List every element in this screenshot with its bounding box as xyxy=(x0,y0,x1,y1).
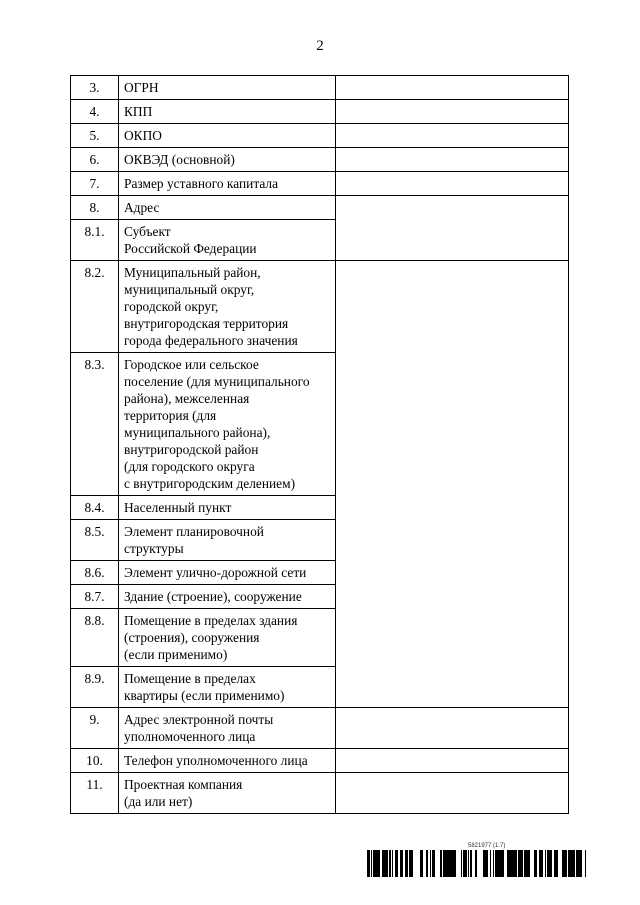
row-label: Элемент улично-дорожной сети xyxy=(119,561,336,585)
value-cell[interactable] xyxy=(336,100,569,124)
table-row xyxy=(71,196,569,220)
value-cell[interactable] xyxy=(336,773,569,814)
row-label: Телефон уполномоченного лица xyxy=(119,749,336,773)
row-label: Городское или сельское поселение (для муниципального района), межселенная территория (для муниципального района), внутригородской район (для городского округа с внутригородским делением) xyxy=(119,353,336,496)
barcode-caption: 5821977 (1.7) xyxy=(468,843,506,849)
row-number: 3. xyxy=(71,76,119,100)
table-row xyxy=(71,148,569,172)
value-cell[interactable] xyxy=(336,172,569,196)
row-number: 10. xyxy=(71,749,119,773)
row-label: Адрес электронной почты уполномоченного лица xyxy=(119,708,336,749)
page-number: 2 xyxy=(316,38,324,54)
value-cell[interactable] xyxy=(336,124,569,148)
row-label: Населенный пункт xyxy=(119,496,336,520)
row-number: 6. xyxy=(71,148,119,172)
row-label: Здание (строение), сооружение xyxy=(119,585,336,609)
row-number: 4. xyxy=(71,100,119,124)
form-table xyxy=(70,75,569,814)
table-row xyxy=(71,708,569,749)
barcode-icon xyxy=(367,850,589,877)
row-number: 8. xyxy=(71,196,119,220)
row-label: Адрес xyxy=(119,196,336,220)
table-row xyxy=(71,100,569,124)
row-number: 8.4. xyxy=(71,496,119,520)
row-number: 5. xyxy=(71,124,119,148)
row-number: 9. xyxy=(71,708,119,749)
value-cell-address-region[interactable] xyxy=(336,196,569,261)
value-cell[interactable] xyxy=(336,148,569,172)
row-number: 8.2. xyxy=(71,261,119,353)
value-cell[interactable] xyxy=(336,76,569,100)
row-number: 8.5. xyxy=(71,520,119,561)
row-number: 8.7. xyxy=(71,585,119,609)
row-number: 8.9. xyxy=(71,667,119,708)
row-number: 7. xyxy=(71,172,119,196)
table-row xyxy=(71,76,569,100)
row-label: Муниципальный район, муниципальный округ, городской округ, внутригородская территория города федерального значения xyxy=(119,261,336,353)
row-number: 11. xyxy=(71,773,119,814)
row-label: КПП xyxy=(119,100,336,124)
row-label: ОКВЭД (основной) xyxy=(119,148,336,172)
value-cell[interactable] xyxy=(336,749,569,773)
row-number: 8.3. xyxy=(71,353,119,496)
row-label: ОГРН xyxy=(119,76,336,100)
row-number: 8.8. xyxy=(71,609,119,667)
row-label: Проектная компания (да или нет) xyxy=(119,773,336,814)
row-label: ОКПО xyxy=(119,124,336,148)
row-label: Помещение в пределах квартиры (если применимо) xyxy=(119,667,336,708)
table-row xyxy=(71,261,569,353)
table-row xyxy=(71,773,569,814)
table-row xyxy=(71,172,569,196)
row-label: Элемент планировочной структуры xyxy=(119,520,336,561)
row-label: Субъект Российской Федерации xyxy=(119,220,336,261)
value-cell[interactable] xyxy=(336,708,569,749)
row-number: 8.1. xyxy=(71,220,119,261)
table-row xyxy=(71,124,569,148)
row-label: Размер уставного капитала xyxy=(119,172,336,196)
value-cell-address-details[interactable] xyxy=(336,261,569,708)
row-number: 8.6. xyxy=(71,561,119,585)
row-label: Помещение в пределах здания (строения), сооружения (если применимо) xyxy=(119,609,336,667)
table-row xyxy=(71,749,569,773)
